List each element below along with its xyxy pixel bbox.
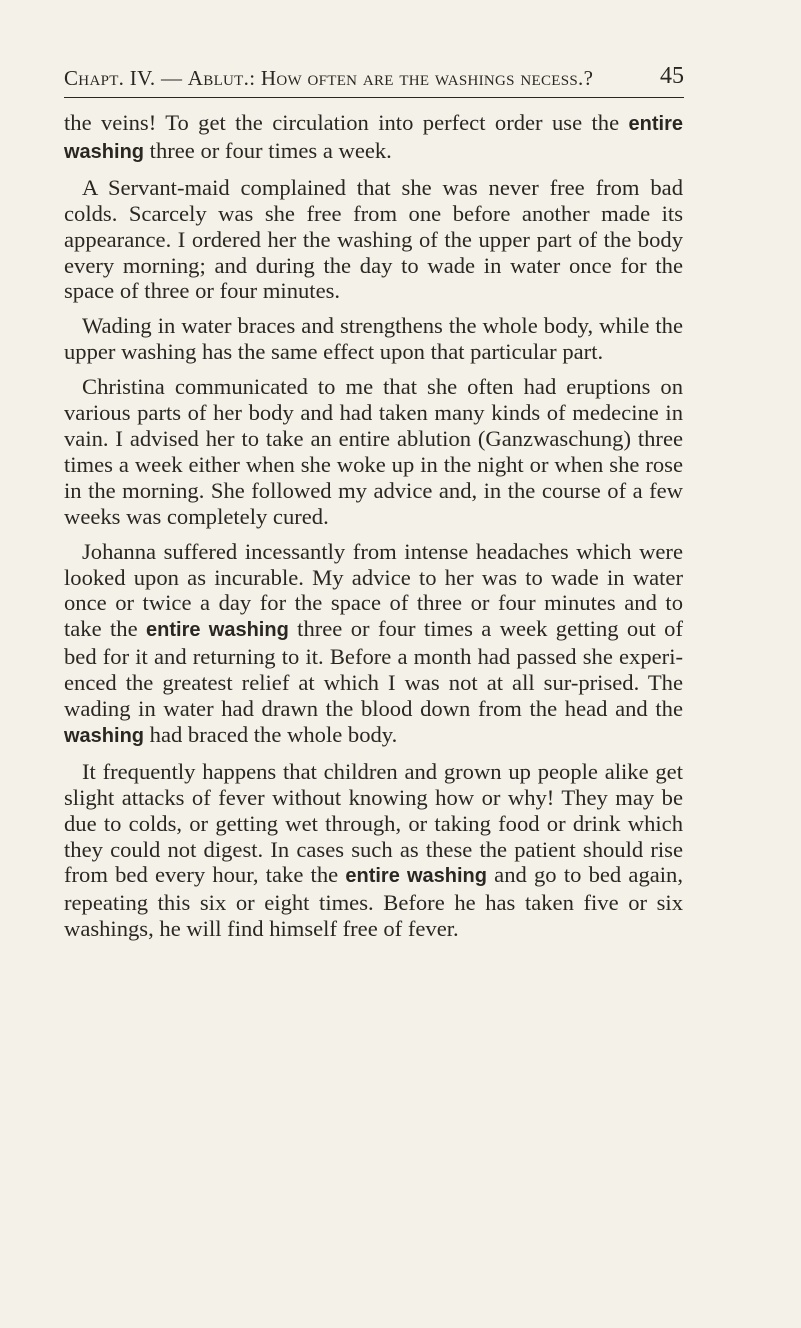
- section-label: Ablut.: [187, 66, 250, 90]
- paragraph-text: Christina communicated to me that she often had eruptions on various parts of her body and had taken many kinds of medecine in vain. I advised her to take an entire ablution (Ganzwaschung) three times a week either when she woke up in the night or when she rose in the morning. She followed my advice and, in the course of a few weeks was completely cured.: [64, 374, 683, 529]
- emphasized-text: entire washing: [345, 865, 487, 888]
- emphasized-text: entire washing: [64, 113, 683, 163]
- paragraph-text: and go to bed again, repeating this six or eight times. Before he has taken five or six washings, he will find himself free of fever.: [64, 862, 684, 942]
- body-text: [64, 110, 683, 951]
- chapter-label: Chapt. IV.: [64, 66, 156, 90]
- running-head: [64, 66, 684, 91]
- paragraph-text: Wading in water braces and strengthens the whole body, while the upper washing has the same effect upon that particular part.: [64, 313, 683, 365]
- paragraph-text: Johanna suffered incessantly from intense headaches which were looked upon as incurable. My advice to her was to wade in water once or twice a day for the space of three or four minutes and to take the: [64, 538, 683, 642]
- paragraph-text: A Servant-maid complained that she was never free from bad colds. Scarcely was she free from one before another made its appearance. I ordered her the washing of the upper part of the body every morning; and during the day to wade in water once for the space of three or four minutes.: [64, 174, 683, 304]
- paragraph: [64, 110, 683, 166]
- paragraph-text: the veins! To get the circulation into perfect order use the: [64, 110, 629, 135]
- paragraph: [64, 175, 683, 305]
- header-rule: [64, 97, 684, 98]
- paragraph: [64, 539, 683, 750]
- paragraph: [64, 759, 683, 942]
- paragraph-text: three or four times a week getting out of bed for it and returning to it. Before a month had passed she experi-enced the greatest relief at which I was not at all sur-prised. The wading in water had drawn the blood down from the head and the: [64, 616, 684, 722]
- page-number: 45: [660, 63, 684, 89]
- running-title: How often are the washings necess.?: [260, 66, 594, 90]
- paragraph: [64, 374, 683, 529]
- paragraph-text: had braced the whole body.: [144, 721, 398, 747]
- emphasized-text: entire washing: [146, 619, 289, 642]
- header-colon: :: [249, 66, 261, 90]
- header-dash: —: [155, 66, 188, 90]
- paragraph-text: three or four times a week.: [144, 137, 392, 163]
- paragraph-text: It frequently happens that children and grown up people alike get slight attacks of fever without knowing how or why! They may be due to colds, or getting wet through, or taking food or drink which they could not digest. In cases such as these the patient should rise from bed every hour, take the: [64, 758, 683, 888]
- paragraph: [64, 313, 683, 365]
- emphasized-text: washing: [64, 724, 145, 747]
